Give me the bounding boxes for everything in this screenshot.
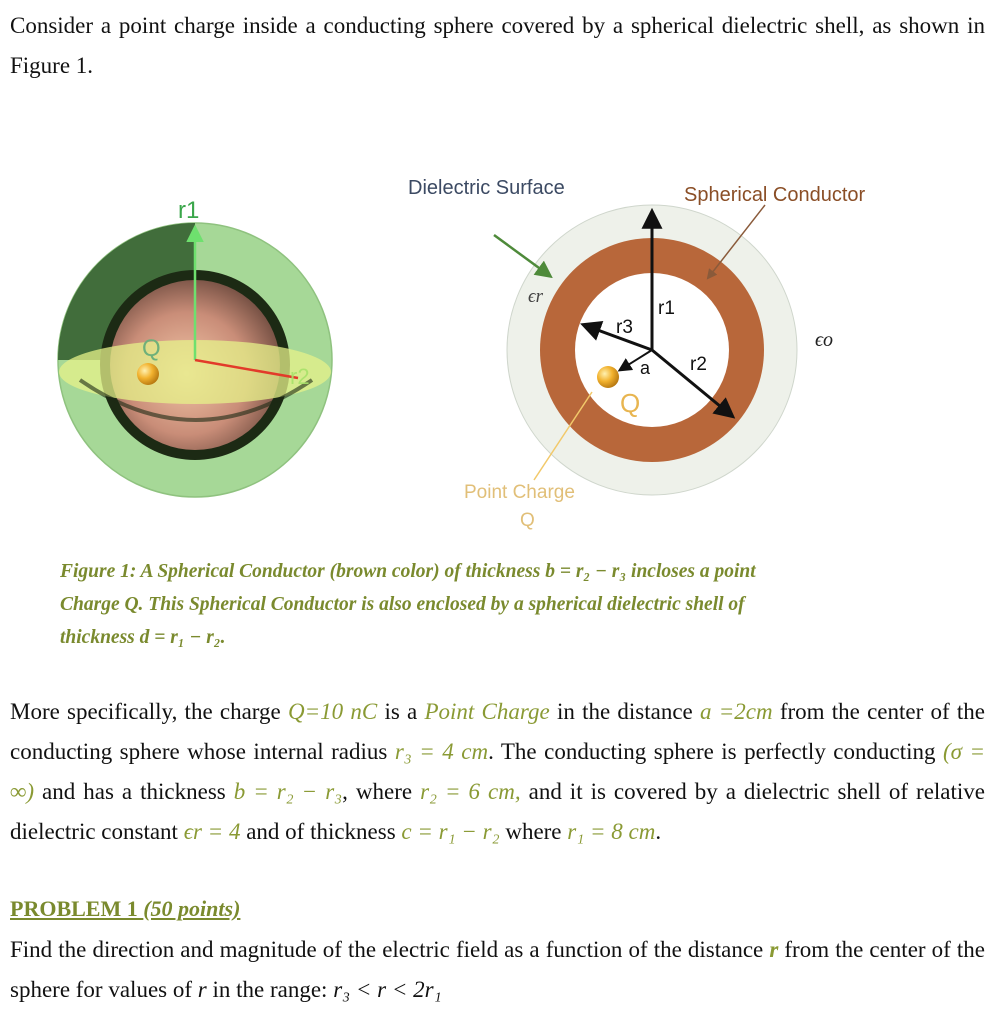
task-range: r₃ < r < 2r₁ — [333, 977, 442, 1002]
b-value: b = r₂ − r₃ — [233, 779, 343, 804]
figure-1 — [0, 160, 998, 540]
task-paragraph — [10, 930, 985, 1010]
body-text-3: in the distance — [549, 699, 700, 724]
eps-r-label: ϵr — [528, 286, 544, 307]
body-text-4: from the center of the conducting sphere whose internal radius — [10, 699, 985, 764]
cross-section — [408, 177, 866, 531]
q-label-2d: Q — [620, 388, 641, 418]
task-r-italic: r — [197, 977, 207, 1002]
intro-text: Consider a point charge inside a conducting sphere covered by a spherical dielectric shell, as shown in Figure 1. — [10, 13, 985, 78]
body-text-9: and of thickness — [240, 819, 402, 844]
r2-label-3d: r2 — [290, 364, 310, 389]
problem-points: (50 points) — [143, 896, 241, 921]
r3-label-2d: r3 — [616, 317, 633, 338]
body-text-6: and has a thickness — [34, 779, 234, 804]
r2-value: r₂ = 6 cm, — [420, 779, 521, 804]
r1-label-3d: r1 — [178, 197, 200, 224]
r1-value: r₁ = 8 cm — [567, 819, 656, 844]
body-text-10: where — [499, 819, 568, 844]
specifics-paragraph — [10, 692, 985, 852]
r1-label-2d: r1 — [658, 298, 675, 319]
a-label-2d: a — [640, 358, 651, 378]
spherical-conductor-label: Spherical Conductor — [684, 184, 866, 206]
caption-line-1: Figure 1: A Spherical Conductor (brown color) of thickness b = r₂ − r₃ incloses a point — [60, 561, 756, 582]
task-text-1: Find the direction and magnitude of the electric field as a function of the distance — [10, 937, 770, 962]
intro-paragraph — [10, 6, 985, 86]
figure-caption — [60, 555, 880, 654]
eps-o-label: ϵo — [815, 329, 834, 351]
sphere-3d — [58, 197, 332, 497]
c-value: c = r₁ − r₂ — [401, 819, 500, 844]
task-r-variable: r — [769, 937, 779, 962]
caption-line-2: Charge Q. This Spherical Conductor is also enclosed by a spherical dielectric shell of — [60, 594, 745, 615]
problem-title: PROBLEM 1 — [10, 896, 144, 921]
point-charge-term: Point Charge — [424, 699, 550, 724]
point-charge-q-label: Q — [520, 510, 535, 531]
figure-svg — [0, 160, 998, 540]
body-text-1: More specifically, the charge — [10, 699, 288, 724]
task-text-3: in the range: — [206, 977, 334, 1002]
body-text-2: is a — [377, 699, 425, 724]
r2-label-2d: r2 — [690, 354, 707, 375]
charge-value: Q=10 nC — [288, 699, 378, 724]
body-text-7: , where — [342, 779, 421, 804]
body-text-11: . — [655, 819, 662, 844]
distance-a-value: a =2cm — [700, 699, 773, 724]
problem-heading — [10, 896, 240, 922]
point-charge-ball — [137, 363, 159, 385]
r3-value: r₃ = 4 cm — [394, 739, 489, 764]
eps-value: ϵr = 4 — [183, 819, 241, 844]
q-label-3d: Q — [142, 335, 161, 362]
dielectric-surface-label: Dielectric Surface — [408, 177, 565, 199]
caption-line-3: thickness d = r₁ − r₂. — [60, 627, 226, 648]
body-text-8: and it is covered by a dielectric shell of relative dielectric constant — [10, 779, 985, 844]
body-text-5: . The conducting sphere is perfectly conducting — [488, 739, 943, 764]
sigma-value: (σ = ∞) — [10, 739, 985, 804]
task-text-2: from the center of the sphere for values of — [10, 937, 985, 1002]
point-charge-label: Point Charge — [464, 482, 575, 503]
point-charge-2d — [597, 366, 619, 388]
